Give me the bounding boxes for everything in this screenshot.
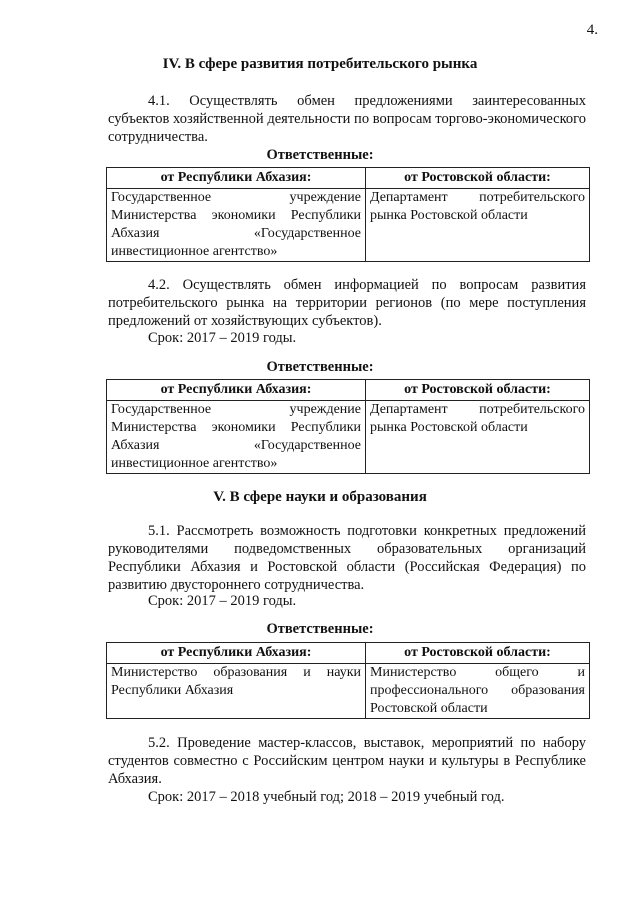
paragraph-5-2: 5.2. Проведение мастер-классов, выставок, мероприятий по набору студентов совместно с Российским центром науки и культуры в Республике Абхазия.	[108, 735, 586, 787]
responsible-title-3: Ответственные:	[266, 621, 374, 637]
responsible-table-1	[106, 167, 590, 262]
section-5-heading: V. В сфере науки и образования	[213, 489, 427, 505]
responsible-title-2: Ответственные:	[266, 359, 374, 375]
table-2-header-rostov: от Ростовской области:	[366, 380, 590, 401]
term-4-2: Срок: 2017 – 2019 годы.	[148, 330, 297, 346]
page-number: 4.	[586, 22, 598, 38]
paragraph-4-1: 4.1. Осуществлять обмен предложениями заинтересованных субъектов хозяйственной деятельности по вопросам торгово-экономического сотрудничества.	[108, 93, 586, 145]
responsible-title-1: Ответственные:	[266, 147, 374, 163]
responsible-table-2	[106, 379, 590, 474]
table-3-cell-abkhazia: Министерство образования и науки Республики Абхазия	[107, 664, 366, 719]
paragraph-4-2: 4.2. Осуществлять обмен информацией по вопросам развития потребительского рынка на территории регионов (по мере поступления предложений от хозяйствующих субъектов).	[108, 277, 586, 329]
table-2-header-abkhazia: от Республики Абхазия:	[107, 380, 366, 401]
paragraph-5-1: 5.1. Рассмотреть возможность подготовки конкретных предложений руководителями подведомственных образовательных организаций Республики Абхазия и Ростовской области (Российская Федерация) по развитию двустороннего сотрудничества.	[108, 523, 586, 593]
section-4-heading: IV. В сфере развития потребительского рынка	[162, 56, 478, 72]
term-5-1: Срок: 2017 – 2019 годы.	[148, 593, 297, 609]
table-1-cell-rostov: Департамент потребительского рынка Ростовской области	[366, 189, 590, 262]
table-3-header-abkhazia: от Республики Абхазия:	[107, 643, 366, 664]
table-3-header-rostov: от Ростовской области:	[366, 643, 590, 664]
table-1-header-rostov: от Ростовской области:	[366, 168, 590, 189]
table-1-header-abkhazia: от Республики Абхазия:	[107, 168, 366, 189]
term-5-2: Срок: 2017 – 2018 учебный год; 2018 – 2019 учебный год.	[148, 789, 505, 805]
table-3-cell-rostov: Министерство общего и профессионального образования Ростовской области	[366, 664, 590, 719]
table-2-cell-abkhazia: Государственное учреждение Министерства экономики Республики Абхазия «Государственное инвестиционное агентство»	[107, 401, 366, 474]
responsible-table-3	[106, 642, 590, 719]
table-1-cell-abkhazia: Государственное учреждение Министерства экономики Республики Абхазия «Государственное инвестиционное агентство»	[107, 189, 366, 262]
table-2-cell-rostov: Департамент потребительского рынка Ростовской области	[366, 401, 590, 474]
